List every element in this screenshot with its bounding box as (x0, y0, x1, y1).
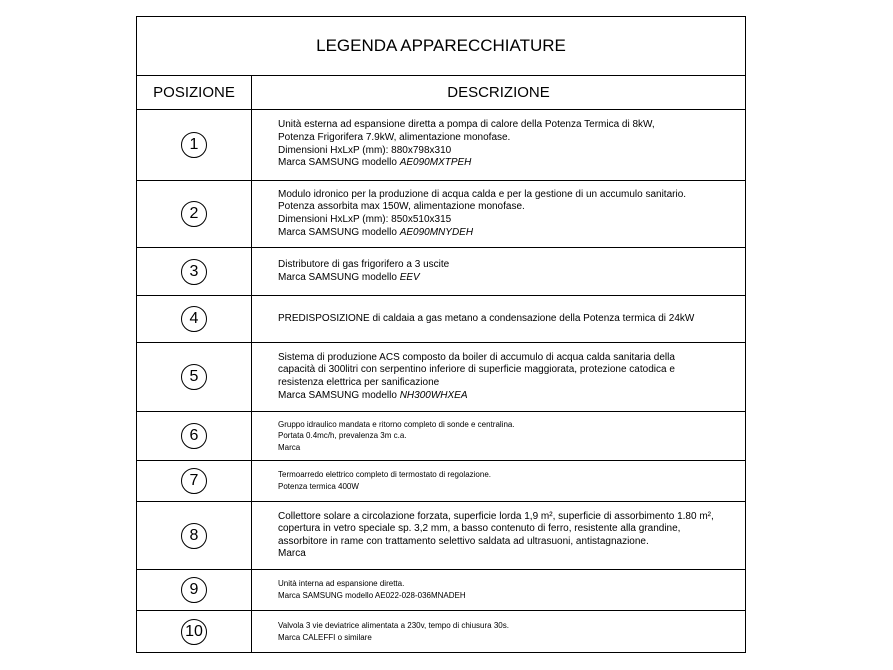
position-number-badge: 2 (181, 201, 207, 227)
description-line: PREDISPOSIZIONE di caldaia a gas metano a condensazione della Potenza termica di 24kW (278, 312, 695, 324)
description-line: Marca (278, 547, 306, 559)
position-cell (137, 570, 251, 610)
description-cell (278, 181, 739, 247)
description-cell (278, 296, 739, 342)
brand-text: Marca SAMSUNG modello (278, 157, 400, 169)
table-header-row (137, 75, 745, 110)
description-line: Dimensioni HxLxP (mm): 850x510x315 (278, 214, 452, 225)
description-cell (278, 343, 739, 411)
description-cell (278, 248, 739, 295)
description-line: Marca (278, 442, 301, 452)
position-cell (137, 502, 251, 569)
description-line: Dimensioni HxLxP (mm): 880x798x310 (278, 144, 452, 156)
description-line: Potenza assorbita max 150W, alimentazione monofase. (278, 201, 525, 213)
position-number-badge: 9 (181, 577, 207, 603)
legend-title: LEGENDA APPARECCHIATURE (137, 17, 745, 76)
brand-text: Marca SAMSUNG modello (278, 389, 400, 401)
position-number-badge: 6 (181, 423, 207, 449)
description-line: assorbitore in rame con trattamento selettivo saldata ad ultrasuoni, antistagnazione. (278, 535, 649, 547)
description-line: resistenza elettrica per sanificazione (278, 377, 440, 388)
position-cell (137, 181, 251, 247)
legend-row-7 (137, 461, 745, 502)
legend-row-5 (137, 343, 745, 412)
legend-row-6 (137, 412, 745, 461)
position-cell (137, 412, 251, 460)
model-code: AE090MNYDEH (399, 226, 474, 238)
model-code: AE090MXTPEH (399, 157, 472, 169)
position-number-badge: 5 (181, 364, 207, 390)
description-line: copertura in vetro speciale sp. 3,2 mm, a basso contenuto di ferro, resistente alla grandine, (278, 523, 681, 535)
legend-row-1 (137, 109, 745, 181)
description-line: Unità esterna ad espansione diretta a pompa di calore della Potenza Termica di 8kW, (278, 119, 655, 131)
equipment-legend-table (136, 16, 746, 653)
position-cell (137, 296, 251, 342)
legend-row-3 (137, 248, 745, 296)
position-cell (137, 109, 251, 180)
description-line: Marca CALEFFI o similare (278, 632, 372, 642)
legend-row-4 (137, 296, 745, 343)
position-number-badge: 1 (181, 132, 207, 158)
header-position: POSIZIONE (153, 83, 235, 101)
description-line: Modulo idronico per la produzione di acqua calda e per la gestione di un accumulo sanitario. (278, 188, 687, 200)
position-cell (137, 248, 251, 295)
position-number-badge: 3 (181, 259, 207, 285)
position-number-badge: 4 (181, 306, 207, 332)
description-line: Unità interna ad espansione diretta. (278, 579, 405, 589)
brand-model-line (278, 157, 739, 170)
description-line: capacità di 300litri con serpentino inferiore di superficie maggiorata, protezione catodica e (278, 364, 675, 376)
description-line: Potenza Frigorifera 7.9kW, alimentazione monofase. (278, 131, 511, 143)
position-number-badge: 7 (181, 468, 207, 494)
position-number-badge: 8 (181, 523, 207, 549)
header-description: DESCRIZIONE (447, 83, 550, 101)
brand-model-line (278, 272, 739, 285)
description-line: Valvola 3 vie deviatrice alimentata a 230v, tempo di chiusura 30s. (278, 620, 509, 630)
model-code: NH300WHXEA (399, 389, 468, 401)
model-code: EEV (399, 271, 420, 283)
position-cell (137, 461, 251, 501)
description-line: Termoarredo elettrico completo di termostato di regolazione. (278, 470, 491, 480)
description-line: Marca SAMSUNG modello AE022-028-036MNADEH (278, 591, 466, 600)
position-number-badge: 10 (181, 619, 207, 645)
description-cell (278, 109, 739, 180)
description-line: Collettore solare a circolazione forzata, superficie lorda 1,9 m², superficie di assorbimento 1.80 m², (278, 510, 714, 522)
description-line: Portata 0.4mc/h, prevalenza 3m c.a. (278, 431, 407, 441)
legend-row-8 (137, 502, 745, 570)
description-cell (278, 570, 739, 610)
position-cell (137, 343, 251, 411)
brand-model-line (278, 390, 739, 403)
description-cell (278, 461, 739, 501)
description-line: Distributore di gas frigorifero a 3 uscite (278, 258, 450, 270)
legend-row-2 (137, 181, 745, 248)
legend-row-9 (137, 570, 745, 611)
position-cell (137, 611, 251, 652)
description-cell (278, 611, 739, 652)
description-line: Potenza termica 400W (278, 482, 359, 491)
description-line: Gruppo idraulico mandata e ritorno completo di sonde e centralina. (278, 419, 515, 429)
brand-text: Marca SAMSUNG modello (278, 226, 400, 238)
legend-row-10 (137, 611, 745, 652)
brand-text: Marca SAMSUNG modello (278, 271, 400, 283)
description-cell (278, 502, 739, 569)
brand-model-line (278, 227, 739, 240)
description-line: Sistema di produzione ACS composto da boiler di accumulo di acqua calda sanitaria della (278, 351, 675, 363)
description-cell (278, 412, 739, 460)
